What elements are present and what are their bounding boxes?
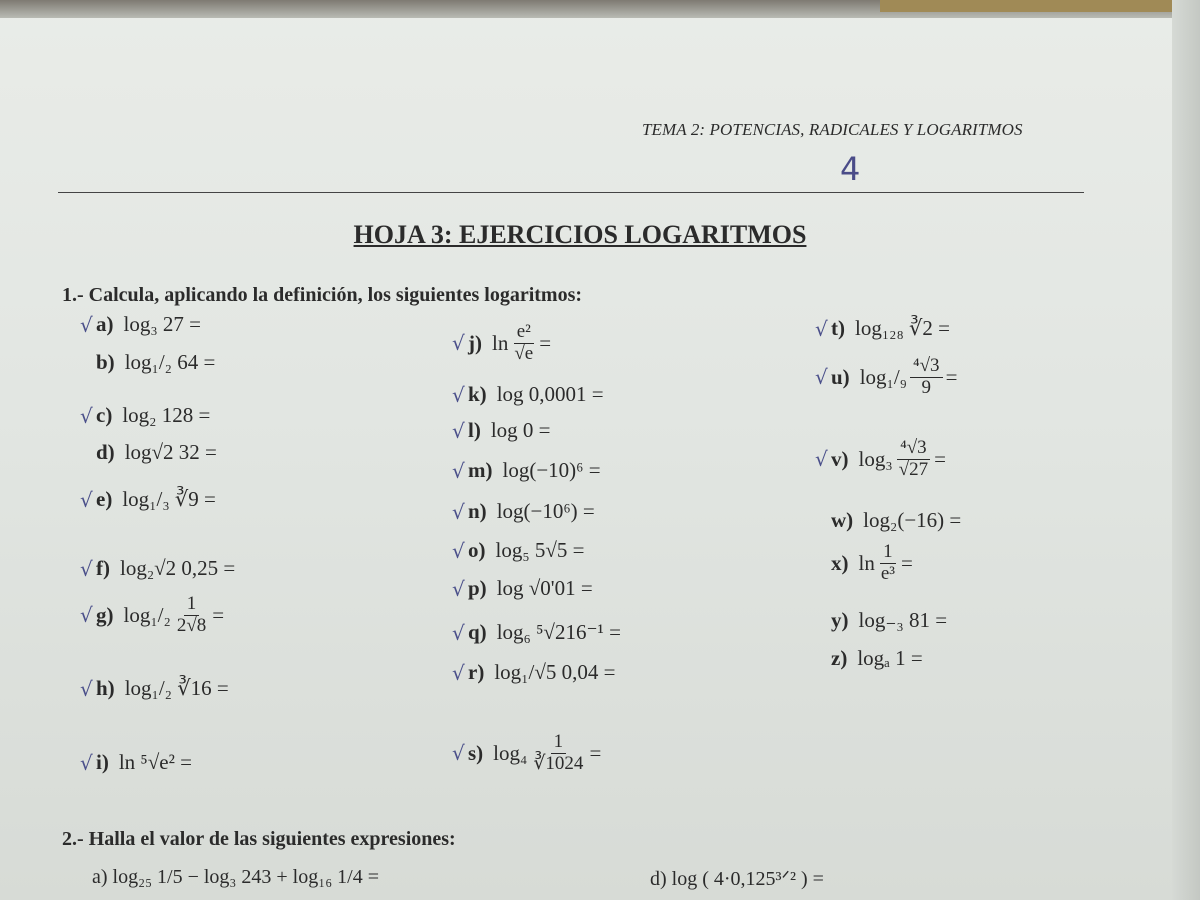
check-mark-icon: √: [80, 750, 93, 775]
fraction: $\frac{1}{2√8}$: [176, 593, 207, 636]
exercise-expression: logₐ 1 =: [857, 646, 923, 670]
exercise-expression: log₆ ⁵√216⁻¹ =: [496, 620, 621, 644]
background-object: [880, 0, 1200, 12]
exercise-expression: log 0 =: [490, 418, 551, 442]
exercise-g: [80, 594, 224, 637]
check-mark-icon: √: [452, 538, 465, 563]
exercise-label: k): [468, 382, 487, 406]
exercise-m: [452, 458, 601, 483]
exercise-i: [80, 750, 192, 775]
exercise-expression: log₃ $\frac{\text{⁴√3}}{√27}$ =: [858, 437, 946, 480]
header-rule: [58, 192, 1084, 193]
check-mark-icon: √: [452, 660, 465, 685]
exercise-2d: d) log ( 4·0,125³ᐟ² ) =: [650, 868, 824, 890]
exercise-x: [815, 542, 913, 585]
exercise-o: [452, 538, 585, 563]
exercise-label: m): [468, 458, 493, 482]
exercise-expression: log(−10⁶) =: [496, 499, 595, 523]
sheet-title: HOJA 3: EJERCICIOS LOGARITMOS: [353, 220, 807, 249]
fraction: $\frac{1}{∛1024}$: [533, 731, 584, 774]
exercise-expression: ln $\frac{1}{\text{e³}}$ =: [858, 541, 913, 584]
exercise-h: [80, 676, 229, 701]
exercise-expression: ln $\frac{\text{e²}}{√e}$ =: [492, 321, 552, 364]
exercise-label: f): [96, 556, 110, 580]
check-mark-icon: √: [80, 403, 93, 428]
exercise-expression: log₁/₂ $\frac{1}{2√8}$ =: [123, 593, 225, 636]
exercise-label: w): [831, 508, 854, 532]
exercise-expression: log √0'01 =: [496, 576, 593, 600]
exercise-z: [815, 646, 923, 671]
exercise-expression: log₋₃ 81 =: [858, 608, 948, 632]
exercise-label: v): [831, 446, 849, 471]
check-mark-icon: √: [452, 576, 465, 601]
check-mark-icon: √: [80, 312, 93, 337]
exercise-label: n): [468, 499, 487, 523]
exercise-expression: log(−10)⁶ =: [502, 458, 601, 482]
exercise-t: [815, 316, 950, 341]
exercise-expression: log₅ 5√5 =: [495, 538, 585, 562]
exercise-label: x): [831, 550, 849, 575]
topic-header: TEMA 2: POTENCIAS, RADICALES Y LOGARITMOS: [642, 120, 1023, 139]
exercise-s: [452, 732, 601, 775]
exercise-k: [452, 382, 604, 407]
exercise-label: j): [468, 330, 482, 355]
exercise-label: q): [468, 620, 487, 644]
exercise-u: [815, 356, 957, 399]
check-mark-icon: √: [80, 676, 93, 701]
check-mark-icon: √: [815, 316, 828, 341]
exercise-expression: log₁/₉ $\frac{\text{⁴√3}}{9}$ =: [859, 355, 958, 398]
exercise-v: [815, 438, 946, 481]
check-mark-icon: √: [452, 499, 465, 524]
exercise-label: h): [96, 676, 115, 700]
exercise-expression: log₁/₃ ∛9 =: [122, 487, 216, 511]
check-mark-icon: √: [452, 741, 465, 766]
check-mark-icon: √: [452, 331, 465, 356]
exercise-expression: log√2 32 =: [124, 440, 217, 464]
exercise-expression: log₄ $\frac{1}{∛1024}$ =: [493, 731, 602, 774]
exercise-n: [452, 499, 595, 524]
exercise-label: l): [468, 418, 481, 442]
check-mark-icon: √: [815, 447, 828, 472]
exercise-d: [80, 440, 217, 465]
exercise-label: z): [831, 646, 848, 670]
fraction: $\frac{1}{\text{e³}}$: [880, 541, 895, 584]
exercise-expression: log 0,0001 =: [496, 382, 604, 406]
underlying-sheet-edge: [1172, 0, 1200, 900]
fraction: $\frac{\text{e²}}{√e}$: [514, 321, 534, 364]
exercise-label: r): [468, 660, 485, 684]
check-mark-icon: √: [452, 418, 465, 443]
exercise-label: s): [468, 740, 484, 765]
exercise-label: b): [96, 350, 115, 374]
exercise-l: [452, 418, 551, 443]
exercise-label: i): [96, 750, 109, 774]
exercise-b: [80, 350, 215, 375]
exercise-label: o): [468, 538, 486, 562]
exercise-label: d): [96, 440, 115, 464]
exercise-expression: log₂ 128 =: [122, 403, 211, 427]
check-mark-icon: √: [452, 382, 465, 407]
exercise-j: [452, 322, 551, 365]
section2-heading: 2.- Halla el valor de las siguientes expresiones:: [62, 828, 456, 850]
exercise-r: [452, 660, 615, 685]
exercise-q: [452, 620, 621, 645]
exercise-expression: log₁₂₈ ∛2 =: [855, 316, 951, 340]
exercise-label: y): [831, 608, 849, 632]
exercise-expression: log₁/₂ 64 =: [124, 350, 216, 374]
exercise-p: [452, 576, 593, 601]
exercise-expression: log₂(−16) =: [863, 508, 962, 532]
fraction: $\frac{\text{⁴√3}}{9}$: [910, 356, 943, 399]
exercise-y: [815, 608, 947, 633]
handwritten-mark: 4: [840, 150, 861, 188]
exercise-label: e): [96, 487, 113, 511]
exercise-w: [815, 508, 961, 533]
exercise-label: c): [96, 403, 113, 427]
fraction: $\frac{\text{⁴√3}}{√27}$: [898, 437, 929, 480]
exercise-expression: log₃ 27 =: [123, 312, 201, 336]
check-mark-icon: √: [815, 365, 828, 390]
exercise-expression: log₁/√5 0,04 =: [494, 660, 616, 684]
exercise-2a: a) log₂₅ 1/5 − log₃ 243 + log₁₆ 1/4 =: [92, 866, 380, 888]
check-mark-icon: √: [452, 620, 465, 645]
exercise-label: t): [831, 316, 845, 340]
exercise-f: [80, 556, 235, 581]
exercise-label: a): [96, 312, 114, 336]
section1-heading: 1.- Calcula, aplicando la definición, los siguientes logaritmos:: [62, 284, 583, 306]
exercise-label: g): [96, 602, 114, 627]
check-mark-icon: √: [80, 487, 93, 512]
exercise-expression: ln ⁵√e² =: [118, 750, 192, 774]
exercise-c: [80, 403, 210, 428]
exercise-expression: log₂√2 0,25 =: [120, 556, 236, 580]
exercise-expression: log₁/₂ ∛16 =: [124, 676, 229, 700]
check-mark-icon: √: [80, 556, 93, 581]
exercise-a: [80, 312, 201, 337]
check-mark-icon: √: [80, 603, 93, 628]
check-mark-icon: √: [452, 458, 465, 483]
exercise-e: [80, 487, 216, 512]
exercise-label: p): [468, 576, 487, 600]
exercise-label: u): [831, 364, 850, 389]
